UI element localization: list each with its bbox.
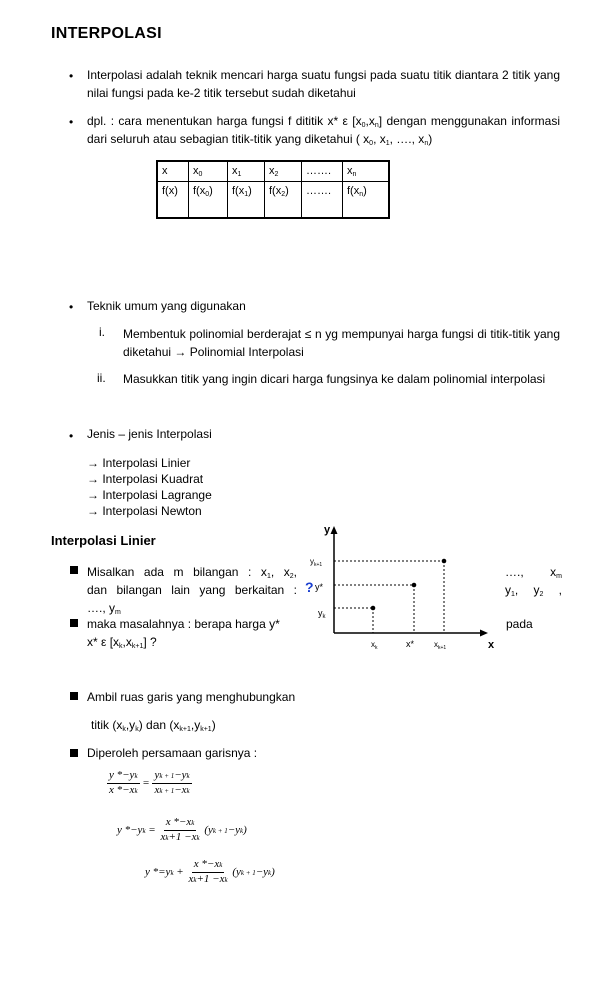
table-row [157,161,389,182]
table-cell: ……. [302,161,343,182]
linier-masalah: maka masalahnya : berapa harga y* x* ε $[x_k,x_{k+1}]$ ? [87,617,280,650]
square-bullet-icon [70,749,78,757]
teknik-item-i: Membentuk polinomial berderajat ≤ n yg mempunyai harga fungsi di titik-titik yang diketahui → Polinomial Interpolasi [123,327,560,359]
linear-interpolation-graph [300,520,510,655]
data-points-table [156,160,390,219]
point-k [371,606,376,611]
list-item: → Interpolasi Lagrange [87,488,212,502]
list-item: → Interpolasi Newton [87,504,202,518]
arrow-icon: → [174,345,187,359]
label-yk: $y_k$ [318,608,326,620]
table-row [157,182,389,219]
formula-1: $\frac{y *-yk}{x *-xk}$ = $\frac{yk + 1-yk}{xk + 1-xk}$ [109,769,190,796]
intro-dpl: dpl. : cara menentukan harga fungsi f dititik x* ε $[x_0,x_n]$ dengan menggunakan informasi dari seluruh atau sebagian titik-titik yang diketahui ( $x_0$, $x_1$, …., $x_n$) [87,114,560,147]
table-cell: $f(x_1)$ [228,182,265,219]
arrow-icon: → [87,456,99,470]
point-star [412,583,417,588]
formula-3: y *=yk + $\frac{x *-xk}{xk+1 -xk}$ (yk + 1−yk) [145,858,275,885]
square-bullet-icon [70,619,78,627]
jenis-list [87,455,212,519]
jenis-heading: Jenis – jenis Interpolasi [87,427,212,441]
intro-definition: Interpolasi adalah teknik mencari harga suatu fungsi pada suatu titik diantara 2 titik yang nilai fungsi pada ke-2 titik tersebut sudah diketahui [87,68,560,100]
teknik-item-ii: Masukkan titik yang ingin dicari harga fungsinya ke dalam polinomial interpolasi [123,372,546,386]
x-axis-label: x [488,639,495,651]
table-cell: f(x) [157,182,189,219]
square-bullet-icon [70,692,78,700]
bullet-icon: • [69,115,74,129]
label-xk1: $x_{k+1}$ [434,640,447,651]
arrow-icon: → [87,504,99,518]
table-cell: x [157,161,189,182]
linier-misalkan-right: …., $x_m$ $y_1$, $y_2$ , [505,565,562,598]
section-heading-linier: Interpolasi Linier [51,533,156,548]
y-axis-label: y [324,524,331,536]
table-cell: $x_1$ [228,161,265,182]
page-title: INTERPOLASI [51,25,162,42]
table-cell: $f(x_0)$ [189,182,228,219]
list-marker: i. [99,325,105,339]
linier-masalah-right: pada [506,617,533,631]
label-xk: $x_k$ [371,640,378,651]
list-item: → Interpolasi Kuadrat [87,472,204,486]
list-item: → Interpolasi Linier [87,456,191,470]
linier-titik: titik $(x_k,y_k)$ dan $(x_{k+1},y_{k+1})$ [91,718,216,733]
bullet-icon: • [69,69,74,83]
table-cell: $x_0$ [189,161,228,182]
question-icon: ? [305,579,314,595]
linier-diperoleh: Diperoleh persamaan garisnya : [87,746,258,760]
table-cell: $f(x_n)$ [343,182,390,219]
point-k1 [442,559,447,564]
label-xstar: x* [406,639,415,649]
arrow-icon: → [87,472,99,486]
linier-misalkan: Misalkan ada m bilangan : $x_1$, $x_2$, dan bilangan lain yang berkaitan : …., $y_m$ [87,565,297,616]
bullet-icon: • [69,429,74,443]
label-yk1: $y_{k+1}$ [310,557,323,568]
label-ystar: y* [315,582,324,592]
table-cell: $x_n$ [343,161,390,182]
list-marker: ii. [97,371,106,385]
table-cell: ……. [302,182,343,219]
square-bullet-icon [70,566,78,574]
teknik-heading: Teknik umum yang digunakan [87,299,246,313]
y-axis-arrow-icon [331,526,338,534]
table-cell: $f(x_2)$ [265,182,302,219]
table-cell: $x_2$ [265,161,302,182]
linier-ambil: Ambil ruas garis yang menghubungkan [87,690,296,704]
bullet-icon: • [69,300,74,314]
arrow-icon: → [87,488,99,502]
formula-2: y *−yk = $\frac{x *-xk}{xk+1 -xk}$ (yk + 1−yk) [117,816,247,843]
x-axis-arrow-icon [480,630,488,637]
